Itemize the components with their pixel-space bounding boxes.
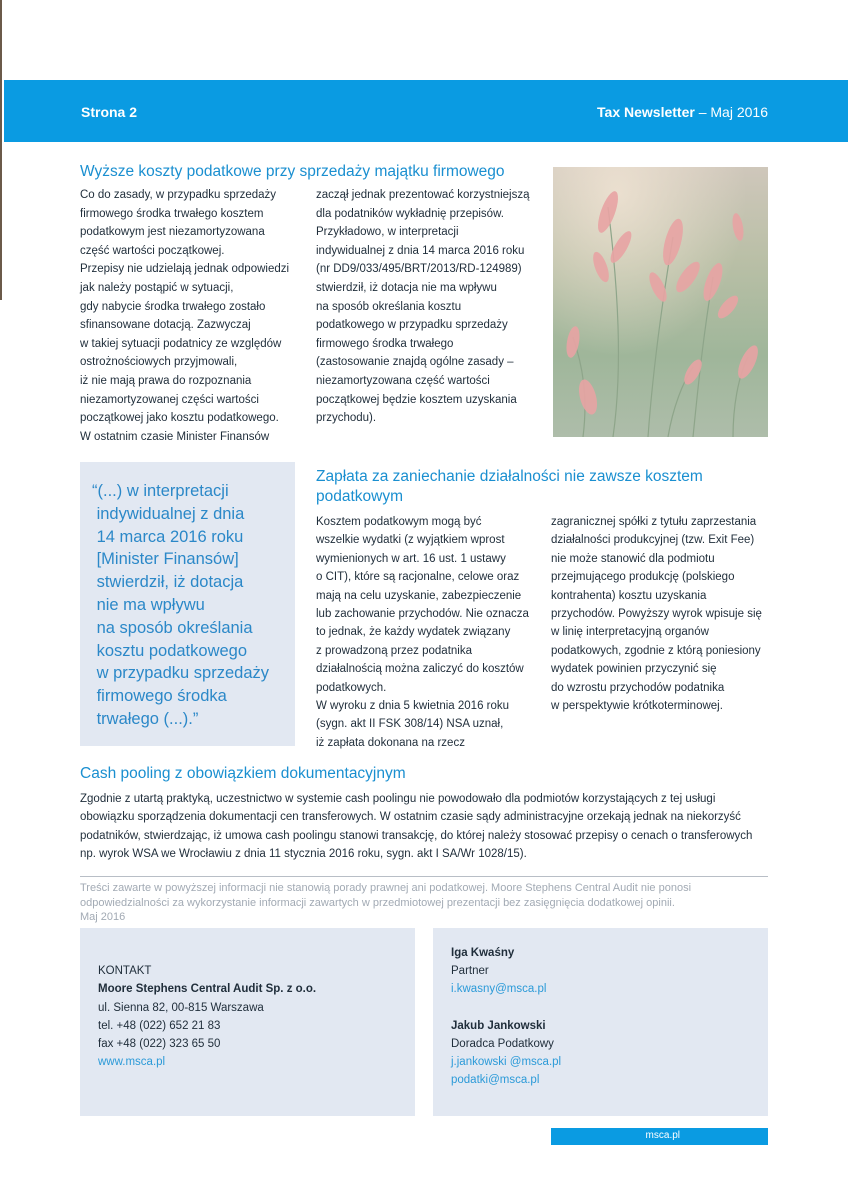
paragraph-line: (sygn. akt II FSK 308/14) NSA uznał,	[316, 718, 504, 731]
quote-line: [Minister Finansów]	[92, 550, 239, 569]
header-bar	[4, 80, 848, 142]
paragraph-line: wymienionych w art. 16 ust. 1 ustawy	[316, 552, 506, 565]
paragraph-line: podatkowym jest niezamortyzowana	[80, 226, 265, 239]
paragraph-line: lub zachowanie przychodów. Nie oznacza	[316, 608, 529, 621]
paragraph-line: działalności produkcyjnej (tzw. Exit Fee)	[551, 534, 755, 547]
quote-line: na sposób określania	[92, 618, 253, 637]
paragraph-line: Zgodnie z utartą praktyką, uczestnictwo w systemie cash poolingu nie powodowało dla podmiotów korzystających z tej usługi	[80, 793, 716, 805]
paragraph-line: jak należy postąpić w sytuacji,	[80, 281, 234, 294]
footer-bar	[551, 1128, 768, 1145]
paragraph-line: część wartości początkowej.	[80, 244, 225, 257]
paragraph-line: firmowego środka trwałego	[316, 337, 454, 350]
paragraph-line: niezamortyzowana część wartości	[316, 374, 490, 387]
newsletter-date: – Maj 2016	[694, 104, 768, 120]
tax-email-link[interactable]: podatki@msca.pl	[451, 1074, 540, 1086]
section3-paragraph	[80, 790, 770, 864]
company-website-link[interactable]: www.msca.pl	[98, 1056, 166, 1068]
disclaimer-date: Maj 2016	[80, 911, 126, 924]
section-title-line: Zapłata za zaniechanie działalności nie zawsze kosztem	[316, 468, 703, 485]
quote-line: firmowego środka	[92, 687, 227, 706]
paragraph-line: sfinansowane dotacją. Zazwyczaj	[80, 319, 251, 332]
paragraph-line: do wzrostu przychodów podatnika	[551, 681, 725, 694]
paragraph-line: o CIT), które są racjonalne, celowe oraz	[316, 571, 520, 584]
person-role: Partner	[451, 965, 489, 977]
quote-line: “(...) w interpretacji	[92, 482, 229, 500]
newsletter-title	[597, 104, 768, 120]
paragraph-line: ostrożnościowych przyjmowali,	[80, 356, 238, 369]
paragraph-line: działalnością można zaliczyć do kosztów	[316, 663, 524, 676]
paragraph-line: W ostatnim czasie Minister Finansów	[80, 430, 270, 443]
paragraph-line: (zastosowanie znajdą ogólne zasady –	[316, 356, 514, 369]
disclaimer-line: Treści zawarte w powyższej informacji nie stanowią porady prawnej ani podatkowej. Moore Stephens Central Audit nie ponosi	[80, 882, 692, 894]
paragraph-line: w takiej sytuacji podatnicy ze względów	[80, 337, 282, 350]
section1-column-2	[316, 186, 544, 428]
quote-line: trwałego (...).”	[92, 709, 199, 728]
paragraph-line: przychodu).	[316, 412, 377, 425]
divider	[80, 876, 768, 877]
paragraph-line: iż nie mają prawa do rozpoznania	[80, 374, 252, 387]
paragraph-line: mają na celu uzyskanie, zabezpieczenie	[316, 589, 522, 602]
paragraph-line: niezamortyzowanej części wartości	[80, 393, 259, 406]
paragraph-line: wszelkie wydatki (z wyjątkiem wprost	[316, 534, 505, 547]
paragraph-line: podatkowych, zgodnie z którą poniesiony	[551, 644, 761, 657]
paragraph-line: w linię interpretacyjną organów	[551, 626, 709, 639]
pull-quote	[92, 480, 290, 731]
paragraph-line: nie może stanowić dla podmiotu	[551, 552, 715, 565]
grass-photo	[553, 167, 768, 437]
company-fax: fax +48 (022) 323 65 50	[98, 1038, 221, 1050]
company-name: Moore Stephens Central Audit Sp. z o.o.	[98, 983, 317, 995]
paragraph-line: podatkowych.	[316, 681, 387, 694]
person-role: Doradca Podatkowy	[451, 1038, 554, 1050]
section-title-fixed-assets: Wyższe koszty podatkowe przy sprzedaży majątku firmowego	[80, 163, 505, 180]
page-edge-line	[0, 0, 2, 300]
paragraph-line: gdy nabycie środka trwałego zostało	[80, 300, 266, 313]
paragraph-line: podatników, stwierdzając, iż umowa cash poolingu stanowi transakcję, do której należy stosować przepisy o cenach o transferowych	[80, 829, 753, 842]
quote-line: kosztu podatkowego	[92, 641, 248, 660]
people-box	[433, 928, 768, 1116]
section-title-exit-fee	[316, 467, 768, 507]
paragraph-line: indywidualnej z dnia 14 marca 2016 roku	[316, 244, 525, 257]
paragraph-line: (nr DD9/033/495/BRT/2013/RD-124989)	[316, 263, 522, 276]
section2-column-1	[316, 513, 544, 752]
paragraph-line: dla podatników wykładnię przepisów.	[316, 207, 504, 220]
paragraph-line: podatkowego w przypadku sprzedaży	[316, 319, 508, 332]
company-phone: tel. +48 (022) 652 21 83	[98, 1020, 221, 1032]
page-number: Strona 2	[81, 104, 138, 120]
newsletter-name: Tax Newsletter	[597, 104, 695, 120]
paragraph-line: iż zapłata dokonana na rzecz	[316, 736, 465, 749]
person-email-link[interactable]: j.jankowski @msca.pl	[451, 1056, 562, 1068]
paragraph-line: obowiązku sporządzenia dokumentacji cen transferowych. W ostatnim czasie sądy administracyjne orzekają jednak na niekorzyść	[80, 811, 741, 824]
paragraph-line: przejmującego produkcję (polskiego	[551, 571, 735, 584]
paragraph-line: przychodów. Powyższy wyrok wpisuje się	[551, 608, 762, 621]
section-title-cash-pooling: Cash pooling z obowiązkiem dokumentacyjnym	[80, 765, 406, 782]
section2-column-2	[551, 513, 771, 715]
disclaimer-line: odpowiedzialności za wykorzystanie informacji zawartych w przedmiotowej prezentacji bez zasięgnięcia dodatkowej opinii.	[80, 896, 675, 909]
paragraph-line: początkowej będzie kosztem uzyskania	[316, 393, 517, 406]
paragraph-line: Kosztem podatkowym mogą być	[316, 516, 482, 528]
quote-line: nie ma wpływu	[92, 595, 205, 614]
paragraph-line: zaczął jednak prezentować korzystniejszą	[316, 189, 530, 201]
paragraph-line: z prowadzoną przez podatnika	[316, 644, 472, 657]
paragraph-line: wydatek powinien przyczynić się	[551, 663, 717, 676]
quote-line: indywidualnej z dnia	[92, 504, 245, 523]
section1-column-1	[80, 186, 305, 446]
quote-line: w przypadku sprzedaży	[92, 664, 269, 683]
paragraph-line: Co do zasady, w przypadku sprzedaży	[80, 189, 277, 201]
person-name: Jakub Jankowski	[451, 1020, 546, 1032]
quote-line: stwierdził, iż dotacja	[92, 573, 244, 592]
disclaimer	[80, 881, 770, 925]
paragraph-line: w perspektywie krótkoterminowej.	[551, 700, 723, 713]
section-title-line: podatkowym	[316, 488, 404, 505]
paragraph-line: zagranicznej spółki z tytułu zaprzestania	[551, 516, 757, 528]
contact-box	[80, 928, 415, 1116]
paragraph-line: początkowej jako kosztu podatkowego.	[80, 412, 279, 425]
person-email-link[interactable]: i.kwasny@msca.pl	[451, 983, 547, 995]
person-name: Iga Kwaśny	[451, 947, 515, 959]
paragraph-line: na sposób określania kosztu	[316, 300, 462, 313]
paragraph-line: firmowego środka trwałego kosztem	[80, 207, 264, 220]
quote-line: 14 marca 2016 roku	[92, 527, 244, 546]
contact-heading: KONTAKT	[98, 965, 152, 977]
company-address: ul. Sienna 82, 00-815 Warszawa	[98, 1002, 264, 1014]
paragraph-line: W wyroku z dnia 5 kwietnia 2016 roku	[316, 700, 510, 713]
paragraph-line: Przykładowo, w interpretacji	[316, 226, 459, 239]
paragraph-line: np. wyrok WSA we Wrocławiu z dnia 11 stycznia 2016 roku, sygn. akt I SA/Wr 1028/15).	[80, 848, 527, 861]
paragraph-line: to jednak, że każdy wydatek związany	[316, 626, 511, 639]
paragraph-line: stwierdził, iż dotacja nie ma wpływu	[316, 281, 497, 294]
paragraph-line: kontrahenta) kosztu uzyskania	[551, 589, 707, 602]
paragraph-line: Przepisy nie udzielają jednak odpowiedzi	[80, 263, 290, 276]
pull-quote-box	[80, 462, 295, 746]
footer-site-link[interactable]: msca.pl	[645, 1130, 680, 1141]
